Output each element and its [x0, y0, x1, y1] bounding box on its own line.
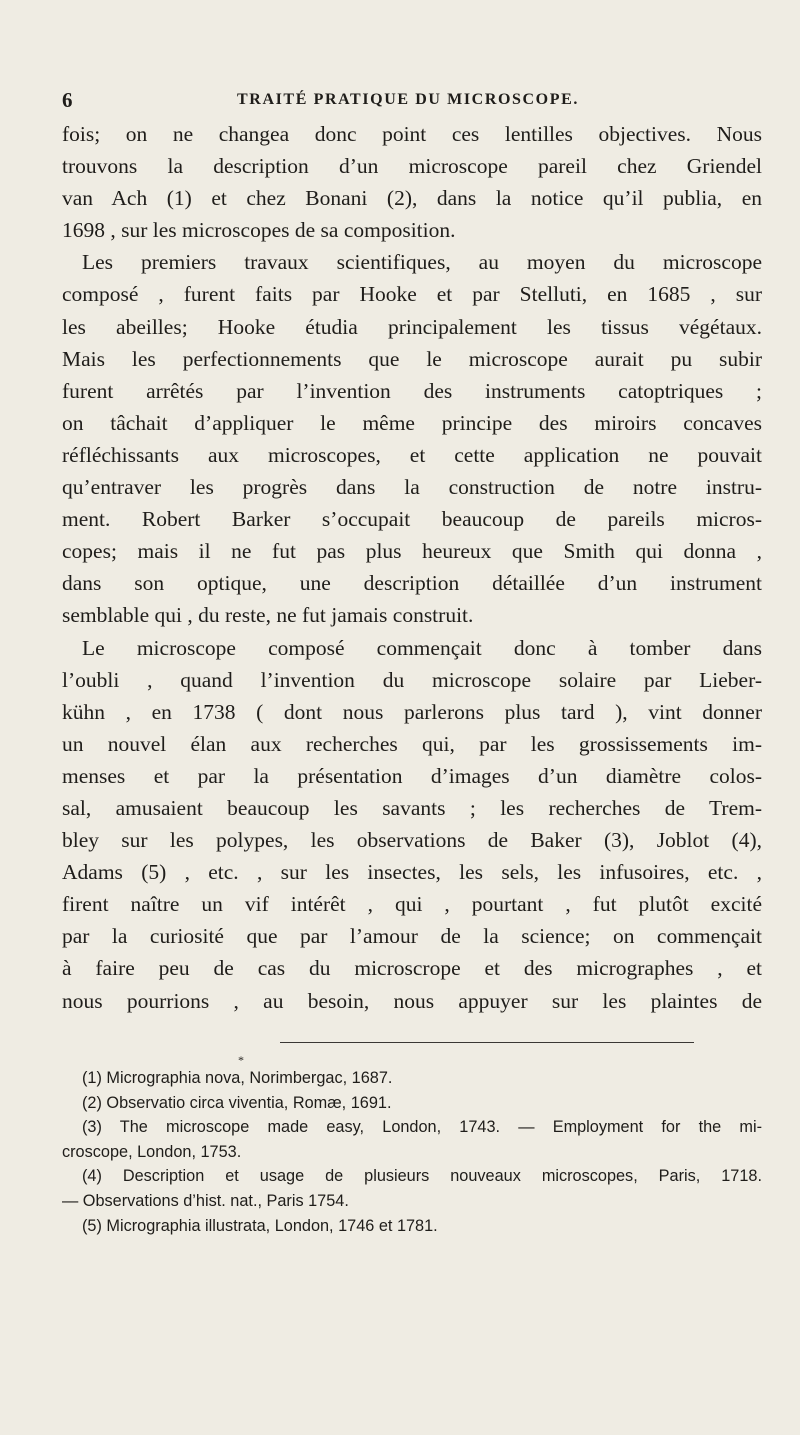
body-line: réfléchissants aux microscopes, et cette application ne pouvait — [62, 442, 762, 467]
body-line: firent naître un vif intérêt , qui , pourtant , fut plutôt excité — [62, 892, 762, 917]
footnote-line: (5) Micrographia illustrata, London, 1746 et 1781. — [82, 1216, 438, 1235]
body-line: bley sur les polypes, les observations de Baker (3), Joblot (4), — [62, 828, 762, 853]
body-line: semblable qui , du reste, ne fut jamais construit. — [62, 603, 474, 628]
running-title: TRAITÉ PRATIQUE DU MICROSCOPE. — [237, 91, 579, 108]
body-line: ment. Robert Barker s’occupait beaucoup de pareils micros- — [62, 507, 762, 532]
footnote-line: (3) The microscope made easy, London, 1743. — Employment for the mi- — [82, 1118, 762, 1137]
page-number: 6 — [62, 88, 73, 112]
body-line: sal, amusaient beaucoup les savants ; les recherches de Trem- — [62, 795, 762, 820]
body-line: menses et par la présentation d’images d’un diamètre colos- — [62, 763, 762, 788]
body-line: un nouvel élan aux recherches qui, par les grossissements im- — [62, 731, 762, 756]
body-line: furent arrêtés par l’invention des instruments catoptriques ; — [62, 378, 762, 403]
body-line: l’oubli , quand l’invention du microscope solaire par Lieber- — [62, 667, 762, 692]
body-line: composé , furent faits par Hooke et par Stelluti, en 1685 , sur — [62, 282, 762, 307]
body-line: qu’entraver les progrès dans la construction de notre instru- — [62, 475, 762, 500]
running-head — [62, 88, 754, 114]
footnote-line: (4) Description et usage de plusieurs nouveaux microscopes, Paris, 1718. — [82, 1167, 762, 1186]
body-line: les abeilles; Hooke étudia principalement les tissus végétaux. — [62, 314, 762, 339]
body-line: copes; mais il ne fut pas plus heureux que Smith qui donna , — [62, 539, 762, 564]
footnote-line: (1) Micrographia nova, Norimbergac, 1687. — [82, 1069, 393, 1087]
body-line: à faire peu de cas du microscrope et des micrographes , et — [62, 956, 762, 981]
footnotes — [62, 1066, 762, 1238]
body-line: par la curiosité que par l’amour de la science; on commençait — [62, 924, 762, 949]
footnote-line: — Observations d’hist. nat., Paris 1754. — [62, 1191, 349, 1210]
footnote-line: croscope, London, 1753. — [62, 1142, 242, 1161]
body-line: trouvons la description d’un microscope pareil chez Griendel — [62, 154, 762, 179]
body-line: fois; on ne changea donc point ces lentilles objectives. Nous — [62, 122, 762, 146]
body-line: 1698 , sur les microscopes de sa composition. — [62, 218, 456, 243]
footnote-line: (2) Observatio circa viventia, Romæ, 1691. — [82, 1093, 392, 1112]
body-text — [62, 118, 762, 1017]
body-line: dans son optique, une description détaillée d’un instrument — [62, 571, 762, 596]
body-line: Les premiers travaux scientifiques, au moyen du microscope — [82, 250, 762, 275]
body-line: kühn , en 1738 ( dont nous parlerons plus tard ), vint donner — [62, 699, 762, 724]
body-line: on tâchait d’appliquer le même principe des miroirs concaves — [62, 410, 762, 435]
body-line: van Ach (1) et chez Bonani (2), dans la notice qu’il publia, en — [62, 186, 762, 211]
body-line: nous pourrions , au besoin, nous appuyer sur les plaintes de — [62, 988, 762, 1013]
separator-mark: * — [238, 1053, 244, 1067]
body-line: Mais les perfectionnements que le microscope aurait pu subir — [62, 346, 762, 371]
footnote-separator-rule — [280, 1042, 694, 1043]
body-line: Le microscope composé commençait donc à tomber dans — [82, 635, 762, 660]
body-line: Adams (5) , etc. , sur les insectes, les sels, les infusoires, etc. , — [62, 860, 762, 885]
